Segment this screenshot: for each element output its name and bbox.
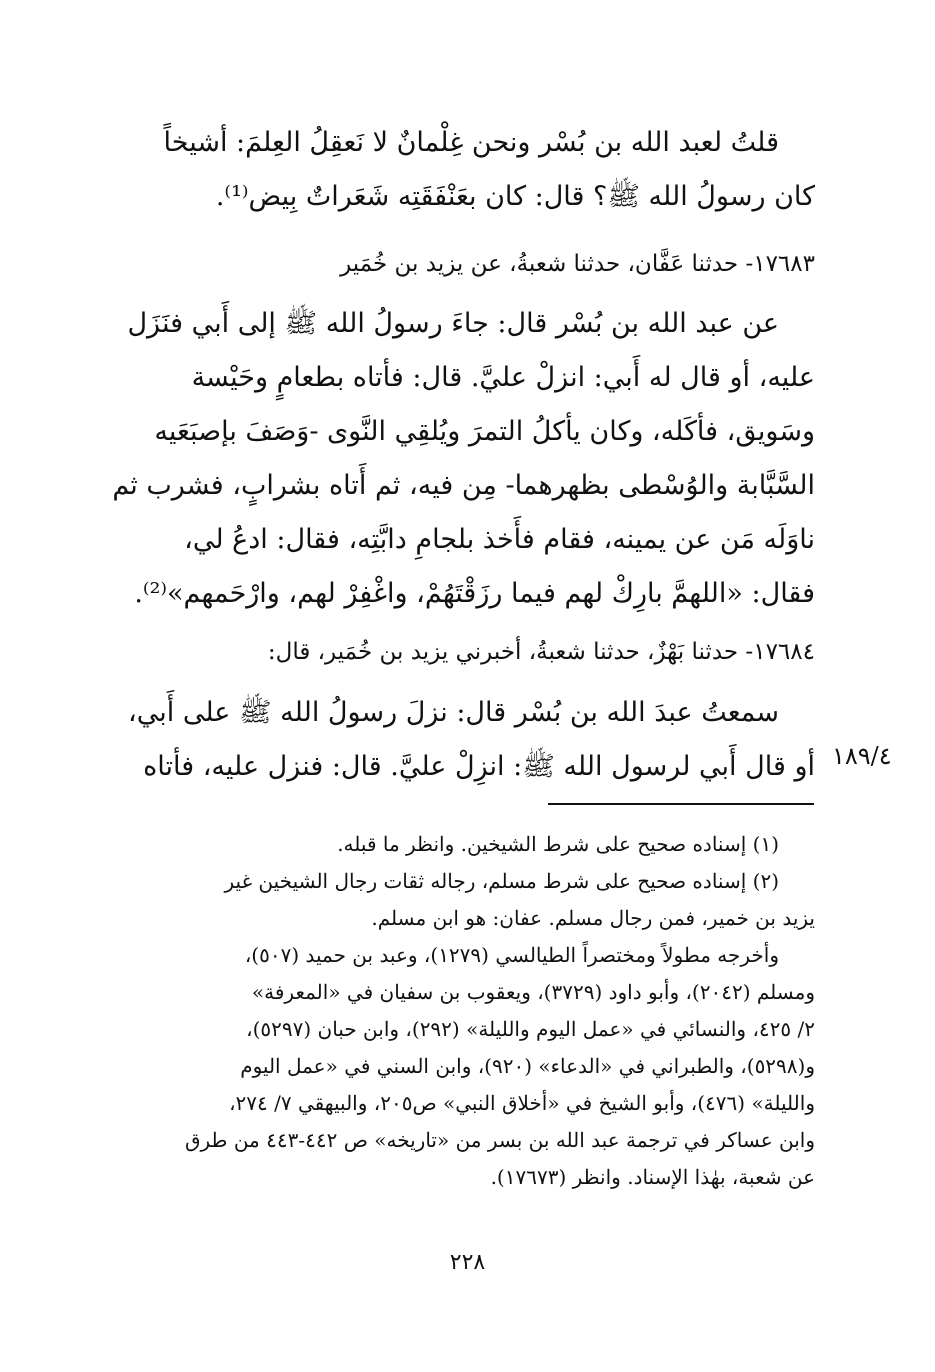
text-line: ناوَلَه مَن عن يمينه، فقام فأَخذ بلجامِ دابَّتِه، فقال: ادعُ لي، bbox=[184, 524, 815, 555]
footnote-line: (١) إسناده صحيح على شرط الشيخين. وانظر ما قبله. bbox=[337, 832, 779, 856]
footnote-line: ٢/ ٤٢٥، والنسائي في «عمل اليوم والليلة» (٢٩٢)، وابن حبان (٥٢٩٧)، bbox=[246, 1017, 815, 1041]
text-line: عن عبد الله بن بُسْر قال: جاءَ رسولُ الله ﷺ إلى أَبي فنَزَل bbox=[127, 308, 779, 339]
hadith-17683-heading bbox=[95, 244, 851, 284]
footnote-line: وابن عساكر في ترجمة عبد الله بن بسر من «تاريخه» ص ٤٤٢-٤٤٣ من طرق bbox=[184, 1128, 815, 1152]
hadith-17684-heading bbox=[95, 632, 851, 672]
text-line: أو قال أَبي لرسول الله ﷺ: انزِلْ عليَّ. قال: فنزل عليه، فأتاه bbox=[143, 751, 815, 782]
passage-3 bbox=[95, 686, 815, 794]
passage-1 bbox=[95, 116, 815, 224]
hadith-heading-text: ١٧٦٨٣- حدثنا عَفَّان، حدثنا شعبةُ، عن يزيد بن خُمَير bbox=[340, 251, 815, 277]
footnote-line: و(٥٢٩٨)، والطبراني في «الدعاء» (٩٢٠)، وابن السني في «عمل اليوم bbox=[240, 1054, 815, 1078]
footnote-line: يزيد بن خمير، فمن رجال مسلم. عفان: هو ابن مسلم. bbox=[371, 906, 815, 930]
text-line: السَّبَّابة والوُسْطى بظهرهما- مِن فيه، ثم أَتاه بشرابٍ، فشرب ثم bbox=[112, 470, 815, 501]
footnote-line: (٢) إسناده صحيح على شرط مسلم، رجاله ثقات رجال الشيخين غير bbox=[224, 869, 779, 893]
text-line: كان رسولُ الله ﷺ؟ قال: كان بعَنْفَقَتِه شَعَراتٌ بِيض⁽¹⁾. bbox=[215, 181, 815, 212]
text-line: فقال: «اللهمَّ بارِكْ لهم فيما رزَقْتَهُمْ، واغْفِرْ لهم، وارْحَمهم»⁽²⁾. bbox=[134, 578, 815, 609]
margin-volume-page-reference: ١٨٩/٤ bbox=[832, 742, 892, 770]
footnote-separator bbox=[548, 803, 814, 805]
footnote-line: عن شعبة، بهٰذا الإسناد. وانظر (١٧٦٧٣). bbox=[490, 1165, 815, 1189]
hadith-heading-text: ١٧٦٨٤- حدثنا بَهْزٌ، حدثنا شعبةُ، أخبرني يزيد بن خُمَير، قال: bbox=[267, 639, 815, 665]
passage-2 bbox=[95, 297, 815, 621]
footnote-line: وأخرجه مطولاً ومختصراً الطيالسي (١٢٧٩)، وعبد بن حميد (٥٠٧)، bbox=[244, 943, 779, 967]
text-line: سمعتُ عبدَ الله بن بُسْر قال: نزلَ رسولُ الله ﷺ على أَبي، bbox=[128, 697, 779, 728]
footnote-line: والليلة» (٤٧٦)، وأبو الشيخ في «أخلاق النبي» ص٢٠٥، والبيهقي ٧/ ٢٧٤، bbox=[229, 1091, 815, 1115]
text-line: وسَويق، فأكَله، وكان يأكلُ التمرَ ويُلقِي النَّوى -وَصَفَ بإصبَعَيه bbox=[154, 416, 815, 447]
text-line: قلتُ لعبد الله بن بُسْر ونحن غِلْمانٌ لا نَعقِلُ العِلمَ: أشيخاً bbox=[163, 127, 779, 158]
page-number: ٢٢٨ bbox=[449, 1250, 486, 1275]
footnotes bbox=[95, 826, 815, 1196]
text-line: عليه، أو قال له أَبي: انزلْ عليَّ. قال: فأتاه بطعامٍ وحَيْسة bbox=[191, 362, 815, 393]
footnote-line: ومسلم (٢٠٤٢)، وأبو داود (٣٧٢٩)، ويعقوب بن سفيان في «المعرفة» bbox=[251, 980, 815, 1004]
